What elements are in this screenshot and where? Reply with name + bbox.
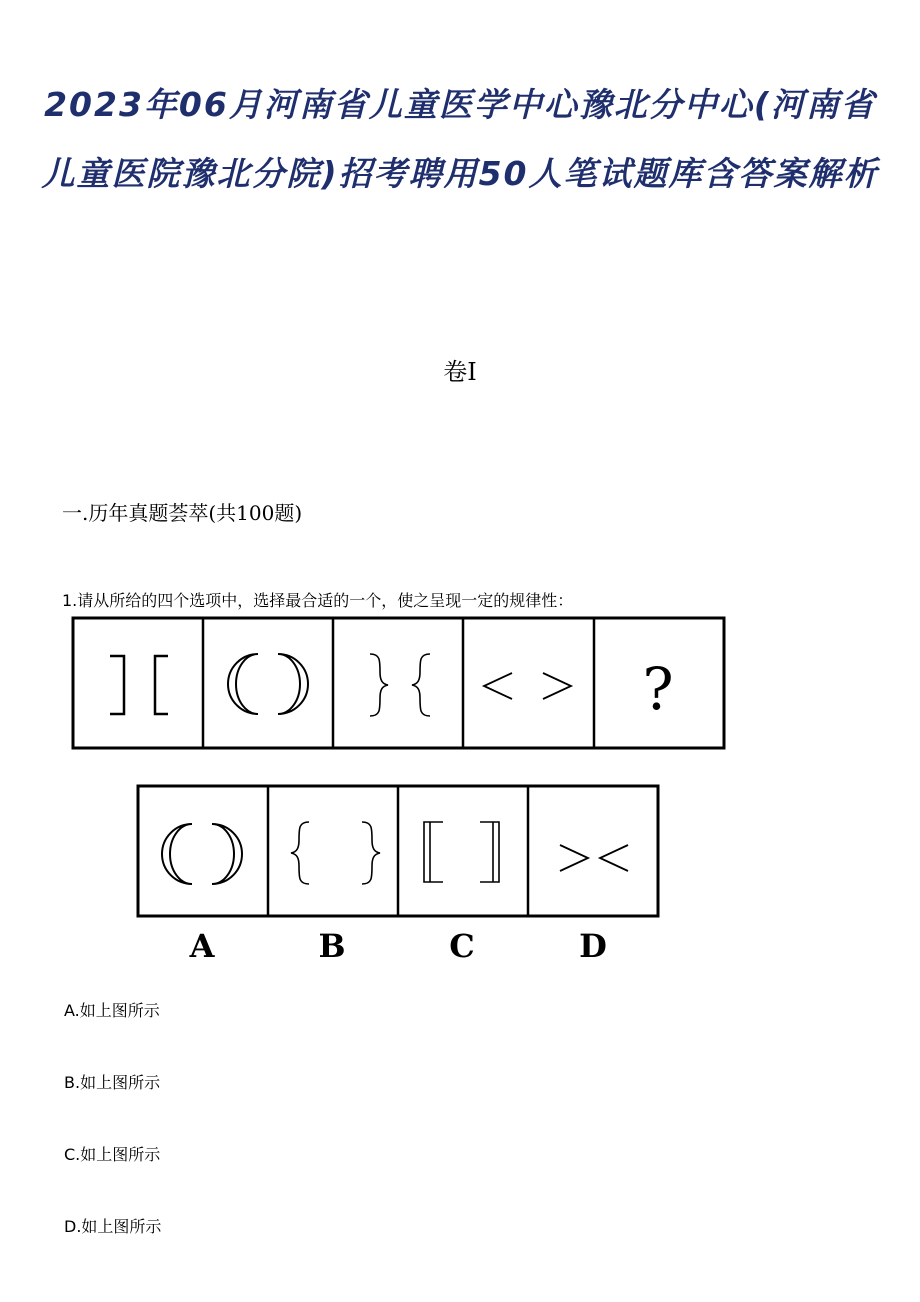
sequence-cell-4 — [484, 673, 571, 699]
option-text: 如上图所示 — [80, 1073, 161, 1092]
option-c-figure — [424, 822, 499, 882]
option-label: C. — [64, 1145, 81, 1164]
option-letter-c: C — [449, 927, 475, 965]
sequence-row — [73, 618, 724, 748]
option-b-figure — [291, 822, 380, 884]
answer-option-a[interactable] — [64, 998, 160, 1021]
sequence-cell-3 — [370, 654, 430, 716]
question-text: 请从所给的四个选项中，选择最合适的一个，使之呈现一定的规律性： — [77, 591, 574, 610]
option-letters — [189, 927, 607, 965]
sequence-frame — [73, 618, 724, 748]
answer-option-d[interactable] — [64, 1214, 161, 1237]
option-letter-a: A — [189, 927, 215, 965]
option-letter-b: B — [318, 927, 346, 965]
option-label: B. — [64, 1073, 81, 1092]
option-d-figure — [560, 845, 628, 871]
sequence-cell-2 — [228, 654, 308, 714]
option-text: 如上图所示 — [80, 1145, 161, 1164]
volume-label: 卷I — [443, 358, 477, 386]
option-letter-d: D — [579, 927, 607, 965]
option-text: 如上图所示 — [79, 1001, 160, 1020]
option-label: A. — [64, 1001, 80, 1020]
option-a-figure — [162, 824, 242, 884]
section-heading: 一.历年真题荟萃(共100题) — [62, 501, 303, 525]
sequence-cell-1 — [110, 656, 168, 714]
document-title: 2023年06月河南省儿童医学中心豫北分中心(河南省儿童医院豫北分院)招考聘用50人笔试题库含答案解析 — [41, 85, 879, 193]
question-mark: ? — [642, 655, 674, 723]
question-number: 1. — [62, 591, 78, 610]
answer-option-b[interactable] — [64, 1070, 160, 1093]
option-text: 如上图所示 — [81, 1217, 162, 1236]
answer-option-c[interactable] — [64, 1142, 160, 1165]
option-label: D. — [64, 1217, 82, 1236]
options-row — [138, 786, 658, 916]
